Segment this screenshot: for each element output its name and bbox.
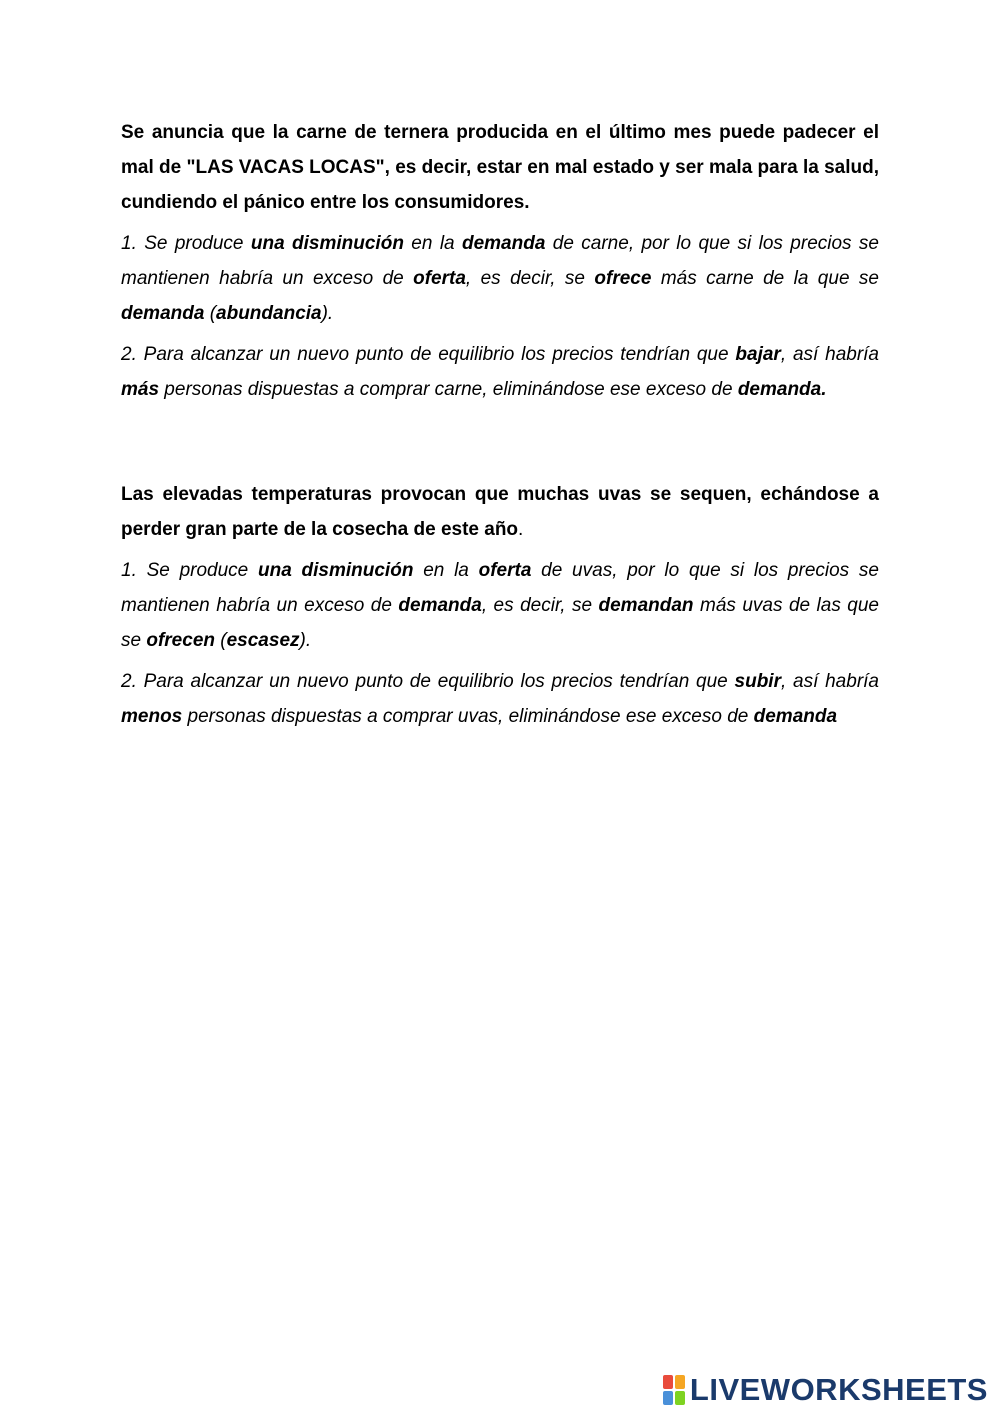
icon-square-1	[663, 1375, 673, 1389]
section1-item-1	[121, 226, 879, 331]
text: 2. Para alcanzar un nuevo punto de equilibrio los precios tendrían que	[121, 344, 736, 365]
text: más uvas de las que se	[121, 595, 879, 651]
text: en la	[403, 233, 462, 254]
emphasis: demanda	[461, 233, 546, 254]
emphasis: bajar	[735, 344, 781, 365]
emphasis: demanda	[753, 706, 838, 727]
section2-heading	[121, 477, 879, 547]
emphasis: demanda.	[737, 379, 827, 400]
icon-square-4	[675, 1391, 685, 1405]
text: ).	[321, 303, 334, 324]
emphasis: demanda	[398, 595, 482, 616]
emphasis: menos	[121, 706, 183, 727]
logo-text: LIVEWORKSHEETS	[689, 1372, 988, 1407]
text: de uvas, por lo que si los precios se mantienen habría un exceso de	[121, 560, 879, 616]
document-body	[121, 115, 879, 734]
emphasis: abundancia	[216, 303, 322, 324]
section2-item-2	[121, 664, 879, 734]
emphasis: subir	[734, 671, 781, 692]
heading-period: .	[518, 519, 524, 540]
text: personas dispuestas a comprar uvas, eliminándose ese exceso de	[182, 706, 754, 727]
text: 1. Se produce	[121, 560, 258, 581]
text: de carne, por lo que si los precios se mantienen habría un exceso de	[121, 233, 879, 289]
text: , así habría	[780, 671, 879, 692]
emphasis: ofrecen	[146, 630, 215, 651]
text: , es decir, se	[465, 268, 595, 289]
icon-square-2	[675, 1375, 685, 1389]
text: más carne de la que se	[651, 268, 879, 289]
text: , es decir, se	[481, 595, 599, 616]
text: personas dispuestas a comprar carne, eliminándose ese exceso de	[159, 379, 738, 400]
heading-text: Las elevadas temperaturas provocan que muchas uvas se sequen, echándose a perder gran parte de la cosecha de este año	[121, 484, 879, 540]
emphasis: oferta	[413, 268, 466, 289]
text: en la	[413, 560, 479, 581]
emphasis: oferta	[478, 560, 532, 581]
emphasis: demandan	[598, 595, 694, 616]
emphasis: una disminución	[250, 233, 404, 254]
liveworksheets-icon	[663, 1375, 685, 1405]
text: 1. Se produce	[121, 233, 251, 254]
section2-item-1	[121, 553, 879, 658]
text: ).	[299, 630, 312, 651]
text: (	[204, 303, 217, 324]
emphasis: demanda	[121, 303, 205, 324]
section1-item-2	[121, 337, 879, 407]
emphasis: escasez	[226, 630, 300, 651]
emphasis: ofrece	[594, 268, 652, 289]
section1-heading: Se anuncia que la carne de ternera producida en el último mes puede padecer el mal de "LAS VACAS LOCAS", es decir, estar en mal estado y ser mala para la salud, cundiendo el pánico entre los consumidores.	[121, 122, 879, 213]
text: 2. Para alcanzar un nuevo punto de equilibrio los precios tendrían que	[121, 671, 735, 692]
emphasis: una disminución	[258, 560, 414, 581]
liveworksheets-logo	[663, 1370, 988, 1410]
emphasis: más	[121, 379, 160, 400]
icon-square-3	[663, 1391, 673, 1405]
text: (	[215, 630, 227, 651]
text: , así habría	[780, 344, 879, 365]
